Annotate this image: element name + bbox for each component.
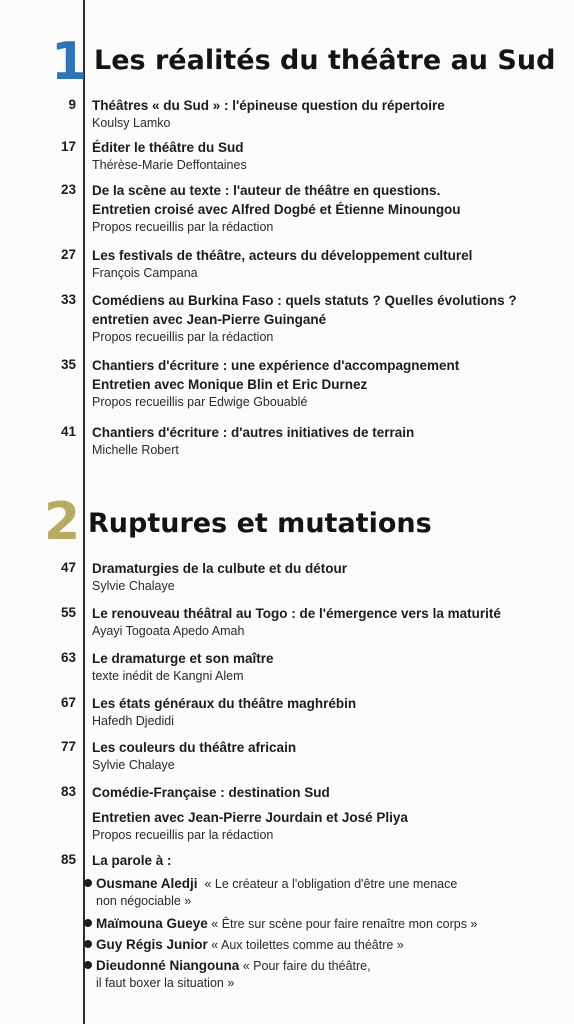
- entry-title: La parole à :: [92, 853, 172, 868]
- page-number: 83: [60, 784, 76, 799]
- page-number: 63: [60, 650, 76, 665]
- parole-item: [84, 875, 457, 893]
- entry-title: Les états généraux du théâtre maghrébin: [92, 696, 357, 711]
- entry-title-line-2: Entretien croisé avec Alfred Dogbé et Étienne Minoungou: [92, 202, 461, 217]
- speaker-name: Dieudonné Niangouna: [96, 958, 240, 973]
- speaker-quote: « Être sur scène pour faire renaître mon corps »: [211, 917, 478, 931]
- entry-title: Éditer le théâtre du Sud: [92, 140, 244, 155]
- speaker-name: Guy Régis Junior: [96, 937, 208, 952]
- bullet-icon: [84, 961, 92, 969]
- entry-title: De la scène au texte : l'auteur de théâtre en questions.: [92, 183, 441, 198]
- entry-title: Théâtres « du Sud » : l'épineuse question du répertoire: [92, 98, 445, 113]
- entry-author: Michelle Robert: [92, 443, 179, 457]
- page-number: 47: [60, 560, 76, 575]
- entry-title-line-2: Entretien avec Monique Blin et Eric Durnez: [92, 377, 368, 392]
- vertical-rule: [83, 0, 85, 1024]
- entry-author: François Campana: [92, 266, 198, 280]
- entry-title: Les festivals de théâtre, acteurs du développement culturel: [92, 248, 473, 263]
- entry-author: Sylvie Chalaye: [92, 579, 175, 593]
- entry-author: Propos recueillis par Edwige Gbouablé: [92, 395, 308, 409]
- entry-title-line-2: entretien avec Jean-Pierre Guingané: [92, 312, 327, 327]
- entry-title: Chantiers d'écriture : une expérience d'accompagnement: [92, 358, 460, 373]
- parole-item: [84, 957, 371, 975]
- entry-title: Les couleurs du théâtre africain: [92, 740, 297, 755]
- entry-author: Koulsy Lamko: [92, 116, 171, 130]
- speaker-quote: « Le créateur a l'obligation d'être une menace: [204, 877, 458, 891]
- section-1-number: 1: [51, 32, 88, 92]
- page-number: 55: [60, 605, 76, 620]
- entry-title-line-2: Entretien avec Jean-Pierre Jourdain et José Pliya: [92, 810, 408, 825]
- bullet-icon: [84, 879, 92, 887]
- entry-author: Propos recueillis par la rédaction: [92, 220, 274, 234]
- entry-author: texte inédit de Kangni Alem: [92, 669, 244, 683]
- section-1-title: Les réalités du théâtre au Sud: [94, 45, 556, 76]
- speaker-quote-continued: il faut boxer la situation »: [96, 976, 235, 990]
- entry-author: Sylvie Chalaye: [92, 758, 175, 772]
- page-number: 77: [60, 739, 76, 754]
- page-number: 41: [60, 424, 76, 439]
- parole-item: [84, 915, 477, 933]
- speaker-quote-continued: non négociable »: [96, 894, 192, 908]
- bullet-icon: [84, 940, 92, 948]
- page-number: 35: [60, 357, 76, 372]
- page-number: 33: [60, 292, 76, 307]
- entry-title: Le renouveau théâtral au Togo : de l'émergence vers la maturité: [92, 606, 501, 621]
- entry-title: Comédie-Française : destination Sud: [92, 785, 330, 800]
- page-number: 27: [60, 247, 76, 262]
- entry-author: Thérèse-Marie Deffontaines: [92, 158, 247, 172]
- speaker-name: Ousmane Aledji: [96, 876, 198, 891]
- entry-title: Comédiens au Burkina Faso : quels statuts ? Quelles évolutions ?: [92, 293, 517, 308]
- bullet-icon: [84, 919, 92, 927]
- page-number: 9: [68, 97, 76, 112]
- page-number: 85: [60, 852, 76, 867]
- entry-title: Chantiers d'écriture : d'autres initiatives de terrain: [92, 425, 415, 440]
- speaker-quote: « Pour faire du théâtre,: [242, 959, 371, 973]
- entry-author: Propos recueillis par la rédaction: [92, 828, 274, 842]
- entry-title: Dramaturgies de la culbute et du détour: [92, 561, 348, 576]
- page-number: 23: [60, 182, 76, 197]
- entry-title: Le dramaturge et son maître: [92, 651, 274, 666]
- speaker-quote: « Aux toilettes comme au théâtre »: [211, 938, 404, 952]
- entry-author: Hafedh Djedidi: [92, 714, 174, 728]
- speaker-name: Maïmouna Gueye: [96, 916, 208, 931]
- parole-item: [84, 936, 404, 954]
- entry-author: Ayayi Togoata Apedo Amah: [92, 624, 245, 638]
- entry-author: Propos recueillis par la rédaction: [92, 330, 274, 344]
- page-number: 17: [60, 139, 76, 154]
- page-number: 67: [60, 695, 76, 710]
- section-2-title: Ruptures et mutations: [88, 508, 432, 539]
- section-2-number: 2: [44, 492, 81, 552]
